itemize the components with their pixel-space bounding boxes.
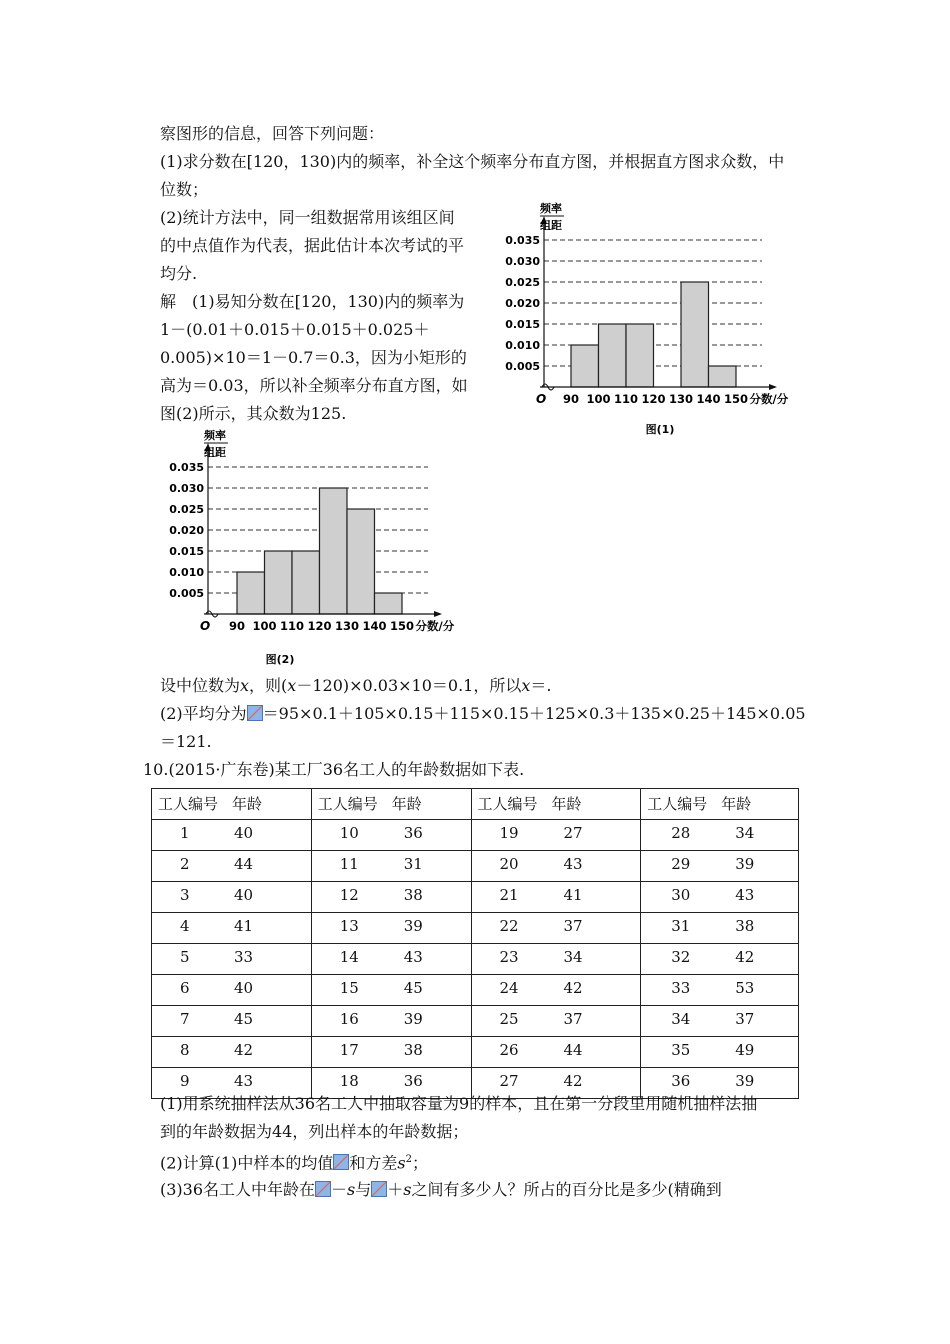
- age-cell: 44: [563, 1041, 583, 1059]
- column-header: 工人编号: [477, 795, 538, 813]
- table-cell-group: [311, 944, 471, 975]
- age-cell: 38: [403, 1041, 423, 1059]
- worker-id-cell: 4: [180, 917, 190, 935]
- worker-id-cell: 7: [180, 1010, 190, 1028]
- x-tick-label: 140: [362, 619, 387, 633]
- worker-id-cell: 26: [499, 1041, 519, 1059]
- x-tick-label: 90: [228, 619, 246, 633]
- column-header: 工人编号: [317, 795, 378, 813]
- worker-id-cell: 11: [339, 855, 359, 873]
- variable-s: s: [403, 1180, 412, 1199]
- column-header: 年龄: [391, 795, 422, 813]
- x-tick-label: 110: [613, 392, 639, 406]
- solution-line-2: 1－(0.01＋0.015＋0.015＋0.025＋: [160, 320, 430, 339]
- median-text-b: ，则(: [249, 676, 288, 695]
- table-cell-group: [641, 975, 799, 1006]
- age-cell: 38: [403, 886, 423, 904]
- x-axis-arrow: [769, 384, 777, 390]
- table-row: [152, 882, 799, 913]
- table-row: [152, 820, 799, 851]
- question-2-line-1: (2)统计方法中，同一组数据常用该组区间: [160, 208, 455, 227]
- part-2-text-c: ；: [411, 1153, 428, 1173]
- x-tick-label: 100: [586, 392, 611, 406]
- y-tick-label: 0.020: [169, 524, 204, 537]
- table-cell-group: [152, 1006, 312, 1037]
- age-cell: 36: [403, 824, 423, 842]
- table-cell-group: [311, 975, 471, 1006]
- worker-id-cell: 19: [499, 824, 519, 842]
- age-cell: 42: [563, 979, 583, 997]
- part-3-text-e: 之间有多少人？所占的百分比是多少(精确到: [411, 1180, 722, 1199]
- table-cell-group: [641, 1037, 799, 1068]
- table-cell-group: [152, 789, 312, 820]
- table-cell-group: [152, 975, 312, 1006]
- table-cell-group: [311, 789, 471, 820]
- y-tick-label: 0.035: [505, 234, 540, 247]
- x-tick-label: 110: [279, 619, 305, 633]
- worker-id-cell: 18: [339, 1072, 359, 1090]
- age-cell: 49: [735, 1041, 755, 1059]
- worker-id-cell: 34: [671, 1010, 691, 1028]
- worker-age-table: [151, 788, 799, 1099]
- histogram-bar: [681, 282, 709, 387]
- worker-id-cell: 12: [339, 886, 359, 904]
- table-cell-group: [152, 820, 312, 851]
- y-tick-label: 0.030: [505, 255, 540, 268]
- table-header-row: [152, 789, 799, 820]
- age-cell: 41: [234, 917, 254, 935]
- part-2-text-b: 和方差: [349, 1153, 398, 1173]
- age-cell: 38: [735, 917, 755, 935]
- y-label-denominator: 组距: [540, 219, 562, 232]
- table-cell-group: [641, 944, 799, 975]
- worker-id-cell: 31: [671, 917, 691, 935]
- age-cell: 40: [234, 886, 254, 904]
- x-tick-label: 150: [723, 392, 749, 406]
- part-3-text-a: (3)36名工人中年龄在: [160, 1180, 316, 1199]
- question-2-line-3: 均分.: [160, 264, 198, 283]
- age-cell: 42: [735, 948, 755, 966]
- worker-id-cell: 5: [180, 948, 190, 966]
- column-header: 工人编号: [158, 795, 219, 813]
- age-cell: 31: [403, 855, 423, 873]
- age-cell: 36: [403, 1072, 423, 1090]
- y-tick-label: 0.025: [505, 276, 540, 289]
- question-2-line-2: 的中点值作为代表，据此估计本次考试的平: [160, 236, 465, 255]
- y-label-numerator: 频率: [204, 429, 226, 442]
- y-tick-label: 0.015: [169, 545, 204, 558]
- y-tick-label: 0.015: [505, 318, 540, 331]
- table-cell-group: [311, 1037, 471, 1068]
- worker-id-cell: 30: [671, 886, 691, 904]
- table-cell-group: [641, 882, 799, 913]
- x-axis-arrow: [434, 611, 442, 617]
- worker-id-cell: 8: [180, 1041, 190, 1059]
- column-header: 年龄: [721, 795, 752, 813]
- y-label-numerator: 频率: [540, 202, 562, 215]
- table-row: [152, 913, 799, 944]
- table-row: [152, 1037, 799, 1068]
- formula-image-icon: [315, 1181, 331, 1197]
- worker-id-cell: 21: [499, 886, 519, 904]
- formula-image-icon: [371, 1181, 387, 1197]
- age-cell: 39: [735, 855, 755, 873]
- worker-id-cell: 6: [180, 979, 190, 997]
- worker-id-cell: 14: [339, 948, 359, 966]
- y-tick-label: 0.010: [169, 566, 204, 579]
- y-tick-label: 0.035: [169, 461, 204, 474]
- histogram-bar: [292, 551, 320, 614]
- formula-image-icon: [247, 705, 263, 721]
- x-tick-label: 100: [252, 619, 277, 633]
- y-tick-label: 0.020: [505, 297, 540, 310]
- age-cell: 44: [234, 855, 254, 873]
- histogram-bar: [265, 551, 293, 614]
- median-text-c: －120)×0.03×10＝0.1，所以: [296, 676, 522, 695]
- table-cell-group: [641, 820, 799, 851]
- intro-line: 察图形的信息，回答下列问题：: [160, 124, 385, 143]
- age-cell: 43: [563, 855, 583, 873]
- origin-label: O: [536, 392, 547, 406]
- y-tick-label: 0.005: [169, 587, 204, 600]
- table-cell-group: [311, 913, 471, 944]
- table-cell-group: [471, 820, 641, 851]
- age-cell: 42: [563, 1072, 583, 1090]
- x-tick-label: 120: [307, 619, 332, 633]
- median-text-d: ＝.: [530, 676, 552, 695]
- worker-id-cell: 1: [180, 824, 190, 842]
- worker-id-cell: 36: [671, 1072, 691, 1090]
- solution-line-5: 图(2)所示，其众数为125.: [160, 404, 347, 423]
- solution-line-1: 解 (1)易知分数在[120，130)内的频率为: [160, 292, 465, 311]
- table-cell-group: [471, 851, 641, 882]
- age-cell: 40: [234, 979, 254, 997]
- variable-x: x: [287, 676, 297, 695]
- table-cell-group: [152, 1037, 312, 1068]
- age-cell: 34: [563, 948, 583, 966]
- table-cell-group: [152, 913, 312, 944]
- mean-text-a: (2)平均分为: [160, 704, 247, 723]
- y-label-denominator: 组距: [204, 446, 226, 459]
- worker-id-cell: 35: [671, 1041, 691, 1059]
- worker-id-cell: 23: [499, 948, 519, 966]
- y-tick-label: 0.010: [505, 339, 540, 352]
- question-1-line-2: 位数；: [160, 180, 209, 199]
- table-row: [152, 975, 799, 1006]
- x-tick-label: 90: [562, 392, 580, 406]
- column-header: 年龄: [551, 795, 582, 813]
- age-cell: 53: [735, 979, 755, 997]
- histogram-figure-2: [160, 428, 470, 673]
- median-line: [160, 672, 551, 700]
- table-row: [152, 944, 799, 975]
- worker-id-cell: 33: [671, 979, 691, 997]
- mean-text-b: ＝95×0.1＋105×0.15＋115×0.15＋125×0.3＋135×0.25＋145×0.05: [262, 704, 806, 723]
- worker-id-cell: 25: [499, 1010, 519, 1028]
- variable-x: x: [240, 676, 250, 695]
- table-row: [152, 1006, 799, 1037]
- histogram-bar: [571, 345, 599, 387]
- variable-s: s: [397, 1153, 406, 1173]
- mean-result-line: ＝121.: [160, 732, 212, 751]
- worker-id-cell: 22: [499, 917, 519, 935]
- superscript-2: 2: [405, 1154, 412, 1165]
- table-cell-group: [311, 851, 471, 882]
- table-cell-group: [471, 975, 641, 1006]
- table-cell-group: [471, 913, 641, 944]
- age-cell: 33: [234, 948, 254, 966]
- x-tick-label: 130: [334, 619, 360, 633]
- part-3-minus: －: [331, 1180, 348, 1199]
- part-2-line: [160, 1146, 428, 1177]
- median-text-a: 设中位数为: [160, 676, 241, 695]
- worker-id-cell: 32: [671, 948, 691, 966]
- x-tick-label: 130: [668, 392, 694, 406]
- histogram-bar: [709, 366, 737, 387]
- age-cell: 37: [563, 917, 583, 935]
- age-cell: 39: [403, 1010, 423, 1028]
- variable-s: s: [347, 1180, 356, 1199]
- worker-id-cell: 2: [180, 855, 190, 873]
- histogram-bar: [320, 488, 348, 614]
- table-cell-group: [471, 789, 641, 820]
- table-cell-group: [152, 882, 312, 913]
- worker-id-cell: 3: [180, 886, 190, 904]
- worker-id-cell: 27: [499, 1072, 519, 1090]
- table-cell-group: [641, 1006, 799, 1037]
- solution-line-4: 高为＝0.03，所以补全频率分布直方图，如: [160, 376, 468, 395]
- table-cell-group: [152, 851, 312, 882]
- worker-id-cell: 20: [499, 855, 519, 873]
- part-3-text-c: 与: [355, 1180, 372, 1199]
- table-cell-group: [471, 1037, 641, 1068]
- age-cell: 43: [735, 886, 755, 904]
- figure-caption: 图(1): [645, 423, 675, 436]
- column-header: 年龄: [232, 795, 263, 813]
- age-cell: 27: [563, 824, 583, 842]
- worker-id-cell: 29: [671, 855, 691, 873]
- y-tick-label: 0.005: [505, 360, 540, 373]
- worker-id-cell: 17: [339, 1041, 359, 1059]
- worker-id-cell: 15: [339, 979, 359, 997]
- formula-image-icon: [333, 1154, 349, 1170]
- table-cell-group: [471, 1006, 641, 1037]
- question-10-title: 10.(2015·广东卷)某工厂36名工人的年龄数据如下表.: [143, 760, 525, 779]
- age-cell: 43: [403, 948, 423, 966]
- table-cell-group: [641, 789, 799, 820]
- histogram-bar: [347, 509, 375, 614]
- age-cell: 34: [735, 824, 755, 842]
- histogram-bar: [626, 324, 654, 387]
- mean-line: [160, 700, 806, 728]
- age-cell: 39: [735, 1072, 755, 1090]
- table-cell-group: [311, 820, 471, 851]
- histogram-bar: [237, 572, 265, 614]
- age-cell: 41: [563, 886, 583, 904]
- table-row: [152, 851, 799, 882]
- worker-id-cell: 13: [339, 917, 359, 935]
- age-cell: 42: [234, 1041, 254, 1059]
- x-tick-label: 140: [696, 392, 721, 406]
- worker-id-cell: 9: [180, 1072, 190, 1090]
- solution-line-3: 0.005)×10＝1－0.7＝0.3，因为小矩形的: [160, 348, 467, 367]
- x-axis-label: 分数/分: [749, 392, 789, 406]
- x-tick-label: 150: [389, 619, 415, 633]
- part-2-text-a: (2)计算(1)中样本的均值: [160, 1153, 334, 1173]
- part-3-plus: ＋: [387, 1180, 404, 1199]
- age-cell: 40: [234, 824, 254, 842]
- variable-x: x: [521, 676, 531, 695]
- part-1-line-1: (1)用系统抽样法从36名工人中抽取容量为9的样本，且在第一分段里用随机抽样法抽: [160, 1094, 758, 1113]
- x-axis-label: 分数/分: [415, 619, 455, 633]
- y-tick-label: 0.025: [169, 503, 204, 516]
- age-cell: 37: [735, 1010, 755, 1028]
- question-1-line-1: (1)求分数在[120，130)内的频率，补全这个频率分布直方图，并根据直方图求众数，中: [160, 152, 785, 171]
- age-cell: 39: [403, 917, 423, 935]
- column-header: 工人编号: [647, 795, 708, 813]
- origin-label: O: [200, 619, 211, 633]
- table-cell-group: [641, 851, 799, 882]
- worker-id-cell: 10: [339, 824, 359, 842]
- worker-id-cell: 28: [671, 824, 691, 842]
- part-1-line-2: 到的年龄数据为44，列出样本的年龄数据；: [160, 1122, 469, 1141]
- table-cell-group: [641, 913, 799, 944]
- part-3-line: [160, 1176, 722, 1204]
- worker-id-cell: 16: [339, 1010, 359, 1028]
- age-cell: 37: [563, 1010, 583, 1028]
- table-cell-group: [311, 882, 471, 913]
- histogram-bar: [599, 324, 627, 387]
- age-cell: 43: [234, 1072, 254, 1090]
- worker-id-cell: 24: [499, 979, 519, 997]
- table-cell-group: [471, 882, 641, 913]
- age-cell: 45: [403, 979, 423, 997]
- table-cell-group: [152, 944, 312, 975]
- table-cell-group: [471, 944, 641, 975]
- figure-caption: 图(2): [265, 653, 295, 666]
- table-cell-group: [311, 1006, 471, 1037]
- histogram-bar: [375, 593, 403, 614]
- x-tick-label: 120: [641, 392, 666, 406]
- y-tick-label: 0.030: [169, 482, 204, 495]
- histogram-figure-1: [500, 195, 800, 445]
- age-cell: 45: [234, 1010, 254, 1028]
